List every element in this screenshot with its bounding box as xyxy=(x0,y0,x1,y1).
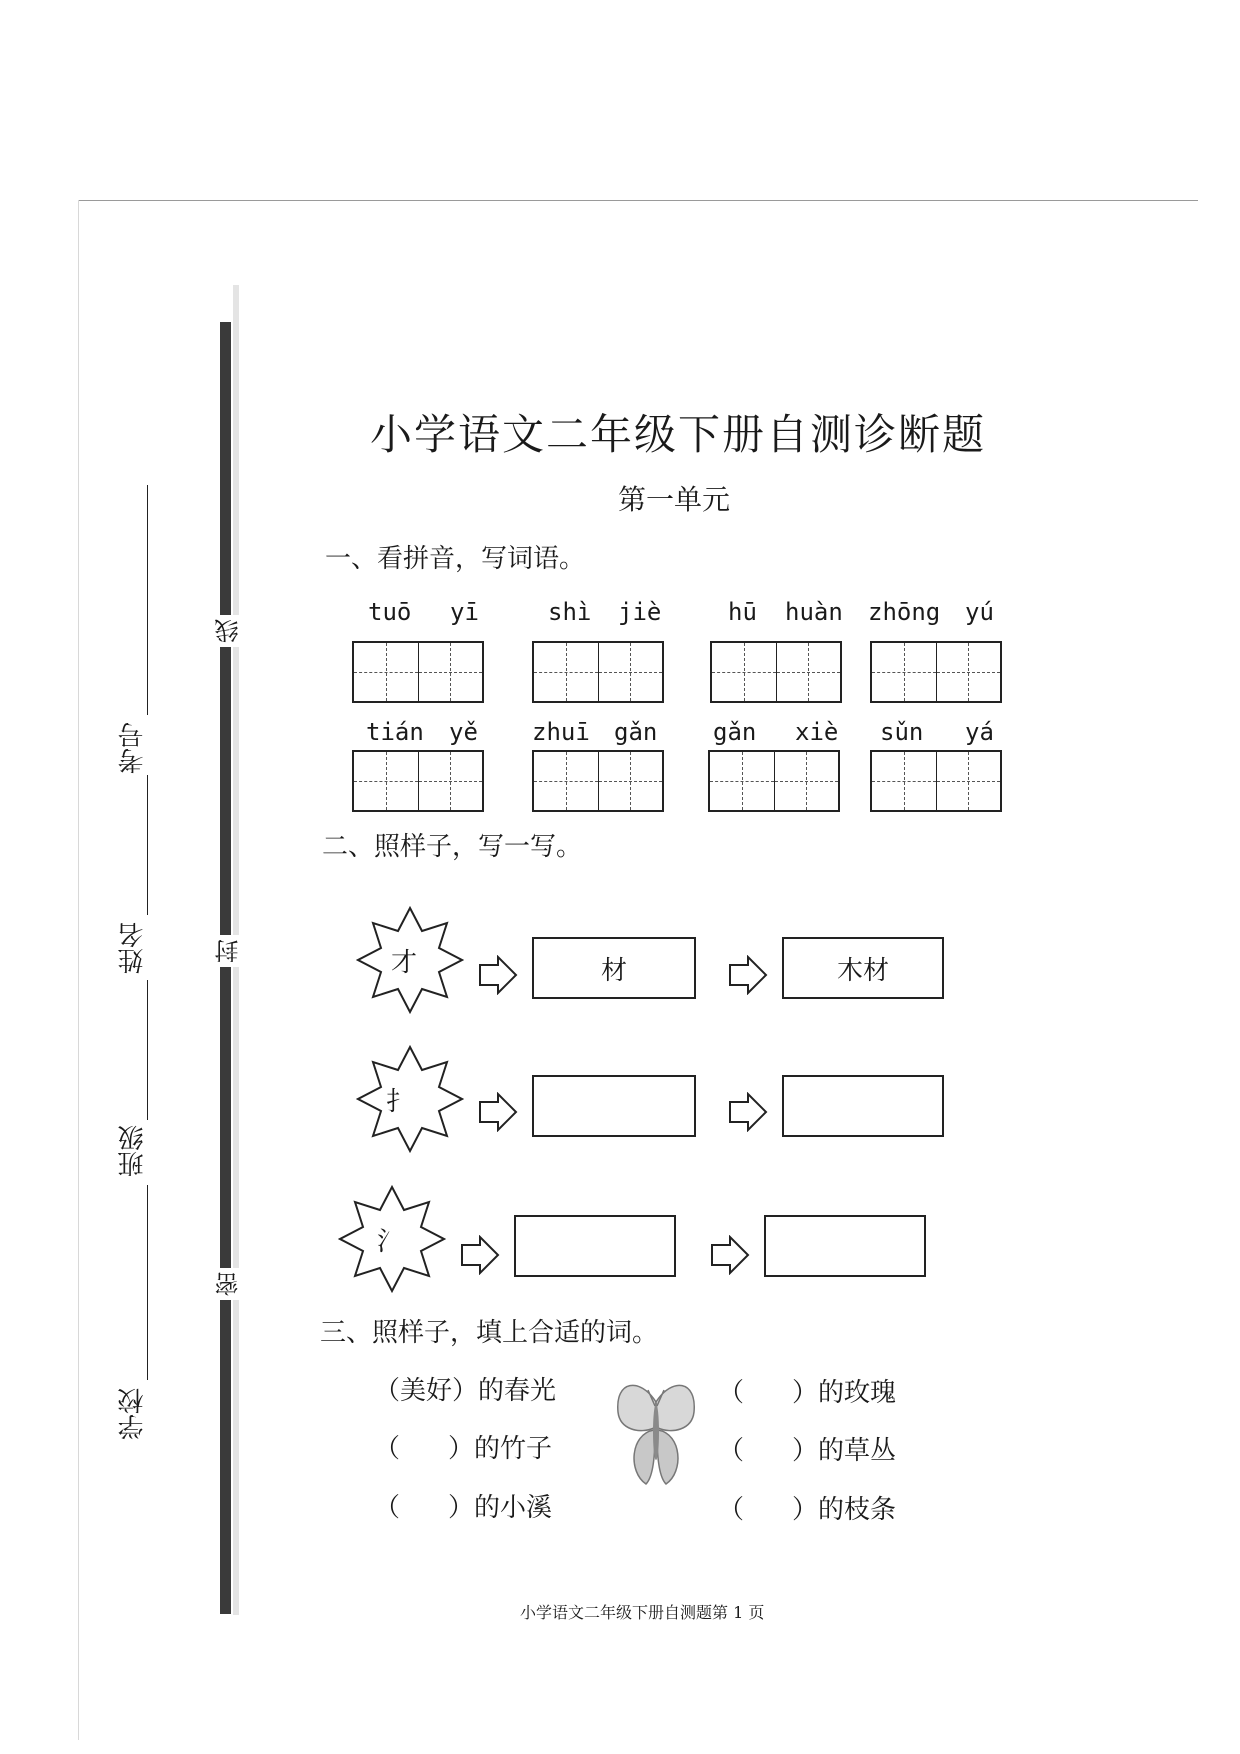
radical: 氵 xyxy=(376,1226,403,1257)
section-1-heading: 一、看拼音，写词语。 xyxy=(325,544,586,574)
pinyin: zhuī xyxy=(532,718,590,746)
fill-blank-item[interactable]: （ ）的草丛 xyxy=(718,1436,897,1466)
writing-grid[interactable] xyxy=(870,750,1002,812)
phrase: 的枝条 xyxy=(818,1495,897,1525)
answer-box[interactable] xyxy=(782,1075,944,1137)
fill-blank-item[interactable]: （ ）的竹子 xyxy=(374,1434,553,1464)
answer-box[interactable] xyxy=(514,1215,676,1277)
writing-grid[interactable] xyxy=(532,641,664,703)
name-label: 姓名 xyxy=(118,922,148,974)
writing-grid[interactable] xyxy=(352,750,484,812)
pinyin: jiè xyxy=(618,598,662,626)
fill-blank-item[interactable]: （ ）的玫瑰 xyxy=(718,1378,897,1408)
pinyin: yī xyxy=(450,598,479,626)
butterfly-icon xyxy=(610,1372,702,1490)
radical: 扌 xyxy=(385,1086,412,1117)
fill-blank-item[interactable]: （美好）的春光 xyxy=(374,1370,556,1407)
pinyin: yá xyxy=(965,718,994,746)
pinyin: tuō xyxy=(368,598,412,626)
answer-box[interactable]: 材 xyxy=(532,937,696,999)
pinyin: hū xyxy=(728,598,757,626)
writing-grid[interactable] xyxy=(708,750,840,812)
arrow-right-icon xyxy=(478,1092,518,1132)
section-3-heading: 三、照样子，填上合适的词。 xyxy=(320,1318,659,1348)
pinyin: gǎn xyxy=(614,718,658,746)
class-line xyxy=(147,980,148,1120)
writing-grid[interactable] xyxy=(710,641,842,703)
page-edge xyxy=(78,200,1198,201)
phrase: 的玫瑰 xyxy=(818,1378,897,1408)
pinyin: yú xyxy=(965,598,994,626)
pinyin: gǎn xyxy=(713,718,757,746)
phrase: 的小溪 xyxy=(474,1493,553,1523)
fill-blank-item[interactable]: （ ）的枝条 xyxy=(718,1495,897,1525)
bind-mark-seal: 封 xyxy=(215,935,243,967)
pinyin: zhōng xyxy=(868,598,941,626)
binding-bar xyxy=(220,322,231,1614)
name-line xyxy=(147,775,148,915)
page-title: 小学语文二年级下册自测诊断题 xyxy=(370,410,987,459)
unit-subtitle: 第一单元 xyxy=(618,483,731,516)
phrase: 的春光 xyxy=(478,1376,557,1406)
pinyin: tián xyxy=(366,718,424,746)
arrow-right-icon xyxy=(478,955,518,995)
writing-grid[interactable] xyxy=(352,641,484,703)
pinyin: sǔn xyxy=(880,718,924,746)
school-label: 学校 xyxy=(118,1388,148,1440)
bind-mark-secret: 密 xyxy=(215,1268,243,1300)
school-line xyxy=(147,1185,148,1380)
pinyin: yě xyxy=(449,718,478,746)
section-2-heading: 二、照样子，写一写。 xyxy=(322,832,583,862)
phrase: 的草丛 xyxy=(818,1436,897,1466)
blank[interactable]: 美好 xyxy=(400,1376,453,1406)
pinyin: shì xyxy=(548,598,592,626)
pinyin: xiè xyxy=(795,718,839,746)
fill-blank-item[interactable]: （ ）的小溪 xyxy=(374,1493,553,1523)
class-label: 班级 xyxy=(118,1125,148,1177)
exam-no-line xyxy=(147,485,148,715)
answer-box[interactable] xyxy=(532,1075,696,1137)
writing-grid[interactable] xyxy=(870,641,1002,703)
arrow-right-icon xyxy=(710,1235,750,1275)
answer-box[interactable] xyxy=(764,1215,926,1277)
exam-no-label: 考号 xyxy=(118,722,148,774)
arrow-right-icon xyxy=(728,955,768,995)
radical: 才 xyxy=(390,947,417,978)
page-edge-left xyxy=(78,200,79,1740)
writing-grid[interactable] xyxy=(532,750,664,812)
arrow-right-icon xyxy=(460,1235,500,1275)
phrase: 的竹子 xyxy=(474,1434,553,1464)
answer-box[interactable]: 木材 xyxy=(782,937,944,999)
bind-mark-line: 线 xyxy=(215,615,243,647)
page-footer: 小学语文二年级下册自测题第 1 页 xyxy=(520,1603,765,1622)
arrow-right-icon xyxy=(728,1092,768,1132)
pinyin: huàn xyxy=(785,598,843,626)
